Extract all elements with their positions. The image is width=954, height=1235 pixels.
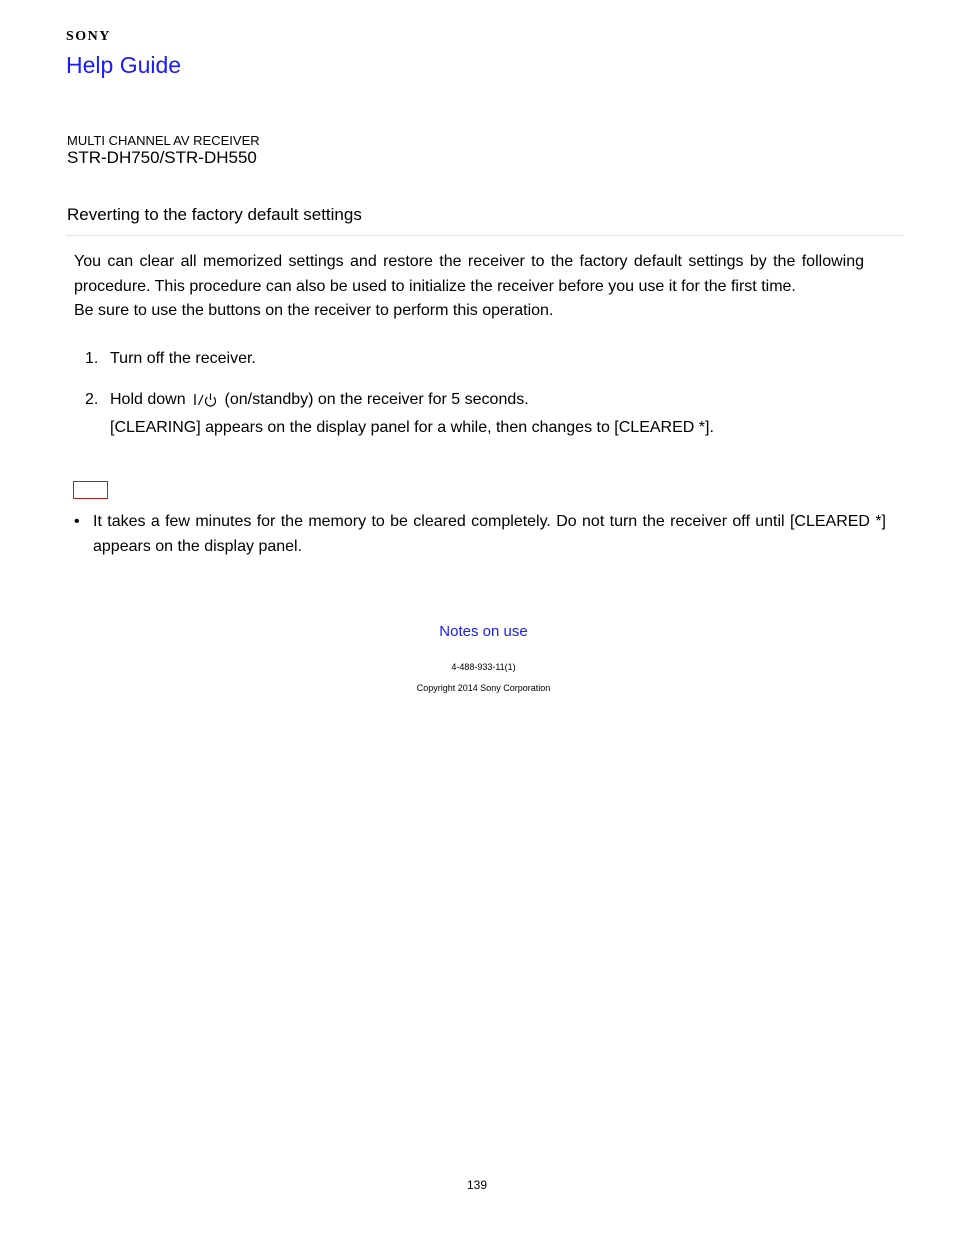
step-item [74,347,864,372]
step-item [74,388,864,440]
note-text: It takes a few minutes for the memory to be cleared completely. Do not turn the receiver off until [CLEARED *] appears on the display panel. [93,513,886,555]
page-title: Reverting to the factory default settings [67,205,362,224]
power-standby-icon [192,391,218,416]
step-text-after-icon: (on/standby) on the receiver for 5 seconds. [224,391,529,408]
help-guide-link[interactable]: Help Guide [66,52,182,78]
sony-logo: SONY [66,29,111,44]
product-category: MULTI CHANNEL AV RECEIVER [67,133,260,148]
step-text-before-icon: Hold down [110,391,186,408]
step-text: Turn off the receiver. [110,350,256,367]
intro-paragraph-2: Be sure to use the buttons on the receiver to perform this operation. [74,302,554,319]
model-name: STR-DH750/STR-DH550 [67,148,257,167]
notes-on-use-link[interactable]: Notes on use [439,623,528,640]
intro-paragraph-1: You can clear all memorized settings and restore the receiver to the factory default settings by the following procedure. This procedure can also be used to initialize the receiver before you use it for the first time. [74,253,864,295]
intro-text [74,250,864,324]
step-number: 1. [85,350,99,367]
bullet-icon: • [74,513,80,530]
page-number: 139 [466,1178,488,1192]
step-number: 2. [85,391,99,408]
title-divider [66,235,903,236]
copyright-text: Copyright 2014 Sony Corporation [416,683,551,693]
note-label-box [73,481,108,499]
procedure-steps [74,347,864,440]
note-list-item [74,510,886,559]
step-detail: [CLEARING] appears on the display panel for a while, then changes to [CLEARED *]. [110,418,714,436]
document-number: 4-488-933-11(1) [451,662,516,672]
